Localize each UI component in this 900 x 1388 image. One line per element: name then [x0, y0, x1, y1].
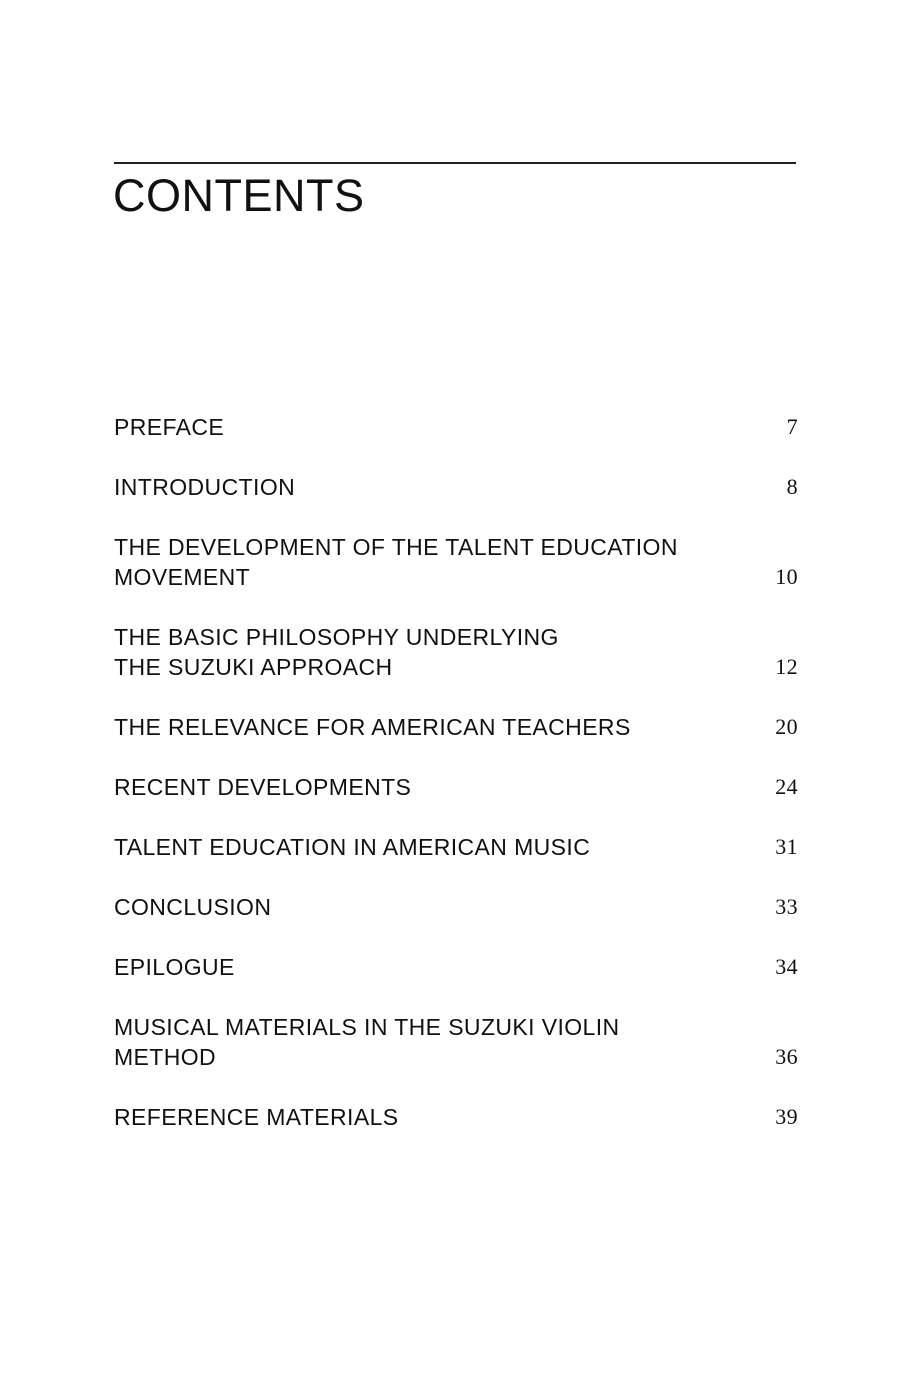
page-title: CONTENTS	[113, 170, 365, 221]
toc-entry-title: PREFACE	[114, 414, 225, 440]
toc-entry-title: THE RELEVANCE FOR AMERICAN TEACHERS	[114, 714, 631, 740]
table-of-contents	[114, 0, 798, 1388]
toc-entry-page: 36	[775, 1044, 798, 1069]
toc-entry-page: 8	[786, 474, 798, 499]
toc-entry	[114, 832, 798, 862]
toc-entry-page: 24	[775, 774, 798, 799]
toc-entry	[114, 1102, 798, 1132]
toc-entry-page: 34	[775, 954, 798, 979]
toc-entry-title: CONCLUSION	[114, 894, 272, 920]
toc-entry	[114, 892, 798, 922]
toc-entry-page: 7	[786, 414, 798, 439]
toc-entry	[114, 472, 798, 502]
toc-entry	[114, 1012, 798, 1072]
toc-entry	[114, 622, 798, 682]
toc-entry-title: THE DEVELOPMENT OF THE TALENT EDUCATION MOVEMENT	[114, 534, 678, 590]
toc-entry-page: 31	[775, 834, 798, 859]
toc-entry	[114, 712, 798, 742]
toc-entry-page: 20	[775, 714, 798, 739]
toc-entry-title: MUSICAL MATERIALS IN THE SUZUKI VIOLIN METHOD	[114, 1014, 620, 1070]
toc-entry	[114, 772, 798, 802]
toc-entry-title: REFERENCE MATERIALS	[114, 1104, 399, 1130]
toc-entry-page: 33	[775, 894, 798, 919]
toc-entry-title: THE BASIC PHILOSOPHY UNDERLYING THE SUZUKI APPROACH	[114, 624, 559, 680]
toc-entry-page: 10	[775, 564, 798, 589]
toc-entry-title: TALENT EDUCATION IN AMERICAN MUSIC	[114, 834, 591, 860]
toc-entry-title: INTRODUCTION	[114, 474, 296, 500]
toc-entry-page: 12	[775, 654, 798, 679]
toc-entry	[114, 532, 798, 592]
toc-entry-title: EPILOGUE	[114, 954, 235, 980]
toc-entry-title: RECENT DEVELOPMENTS	[114, 774, 412, 800]
toc-entry-page: 39	[775, 1104, 798, 1129]
toc-entry	[114, 952, 798, 982]
toc-entry	[114, 412, 798, 442]
